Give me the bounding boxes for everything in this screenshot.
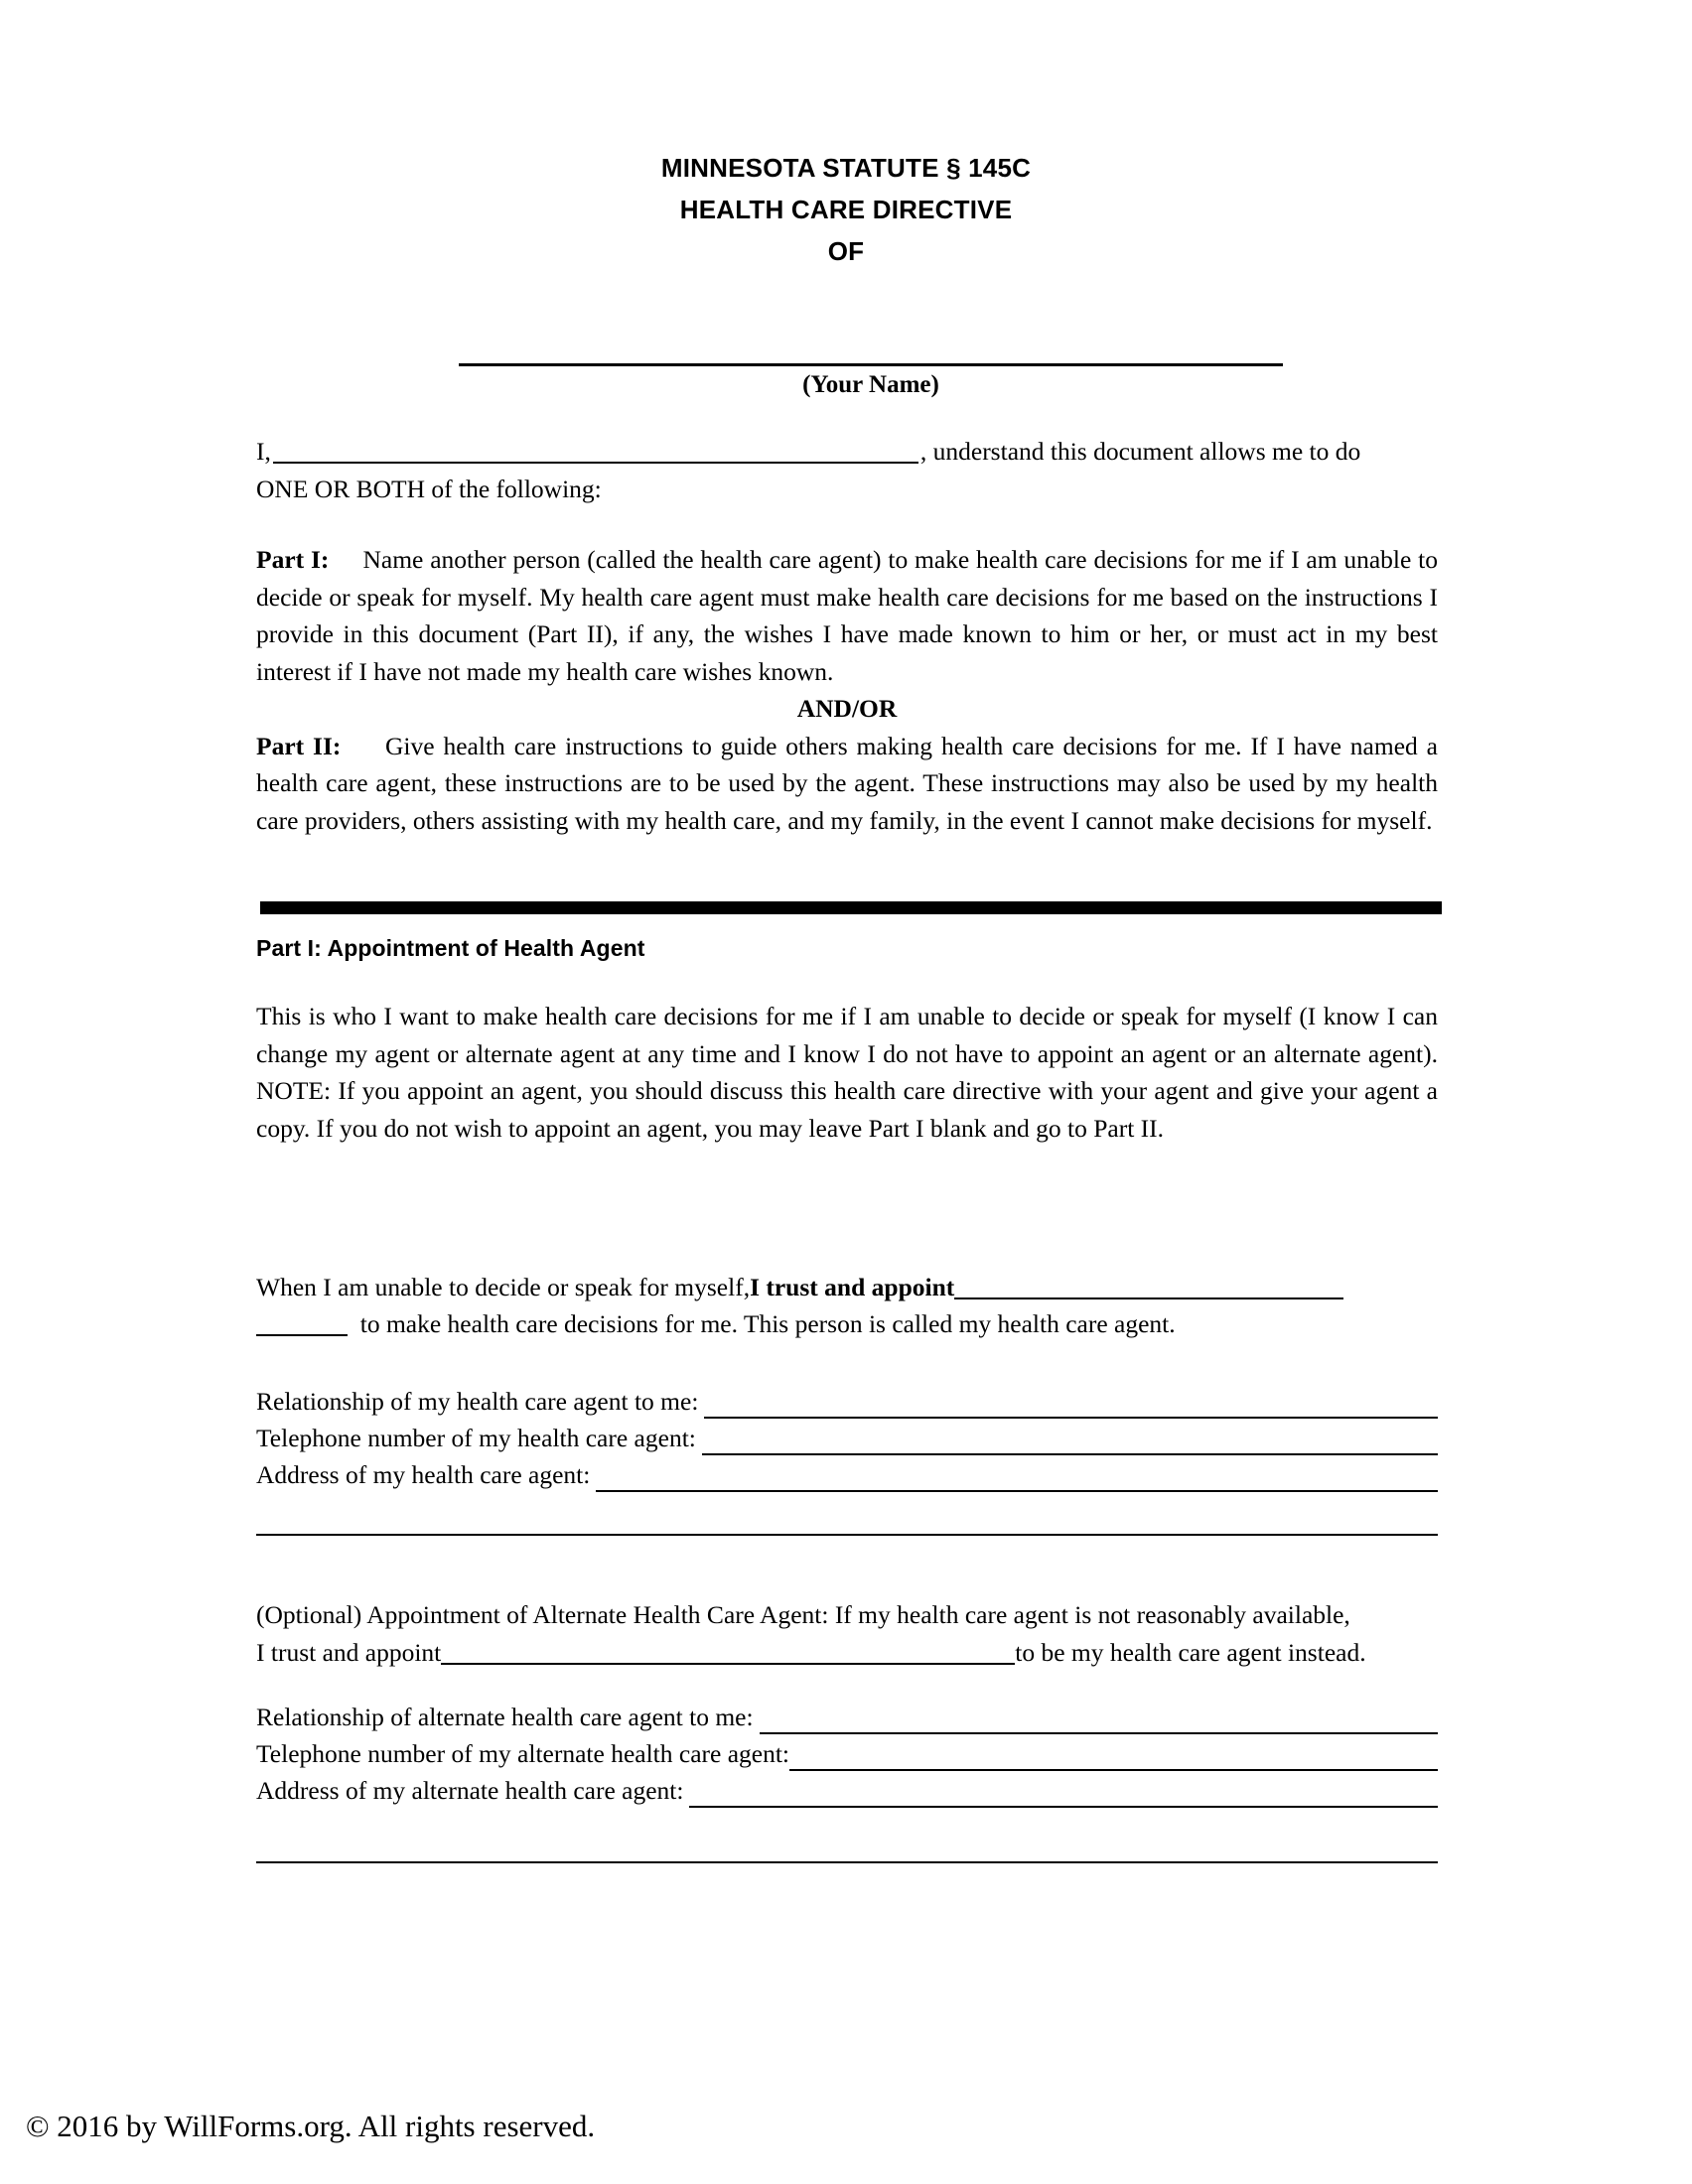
part-two-label: Part II: bbox=[256, 731, 342, 760]
appointment-prefix: When I am unable to decide or speak for myself, bbox=[256, 1273, 751, 1301]
field-row bbox=[256, 1455, 1438, 1492]
section-divider-bar bbox=[260, 901, 1442, 914]
andor-label: AND/OR bbox=[796, 694, 898, 723]
agent-relationship-input[interactable] bbox=[704, 1389, 1438, 1419]
part-one-label: Part I: bbox=[256, 545, 330, 574]
document-body bbox=[256, 433, 1438, 839]
spacer bbox=[256, 507, 1438, 541]
agent-telephone-input[interactable] bbox=[702, 1426, 1438, 1455]
appointment-bold-phrase: I trust and appoint bbox=[750, 1273, 955, 1301]
intro-paragraph bbox=[256, 433, 1438, 507]
alternate-appoint-prefix: I trust and appoint bbox=[256, 1637, 442, 1667]
appointment-line-two bbox=[256, 1305, 1438, 1343]
part-one-text: Name another person (called the health care agent) to make health care decisions for me if I am unable to decide or speak for myself. My health care agent must make health care decisions for me based on the instructions I provide in this document (Part II), if any, the wishes I have made known to him or her, or must act in my best interest if I have not made my health care wishes known. bbox=[256, 545, 1438, 686]
intro-i-prefix: I, bbox=[256, 437, 271, 466]
part-one-intro-text: This is who I want to make health care decisions for me if I am unable to decide or speak for myself (I know I can change my agent or alternate agent at any time and I know I do not have to appoint an agent or an alternate agent). NOTE: If you appoint an agent, you should discuss this health care directive with your agent and give your agent a copy. If you do not wish to appoint an agent, you may leave Part I blank and go to Part II. bbox=[256, 1002, 1438, 1143]
section-heading-part-one: Part I: Appointment of Health Agent bbox=[256, 935, 645, 961]
part-two-text: Give health care instructions to guide others making health care decisions for me. If I have named a health care agent, these instructions are to be used by the agent. These instructions may also be used by my health care providers, others assisting with my health care, and my family, in the event I cannot make decisions for myself. bbox=[256, 731, 1439, 835]
alternate-agent-appoint-line bbox=[256, 1634, 1443, 1672]
alternate-agent-intro-block bbox=[256, 1596, 1443, 1672]
appointment-line-one bbox=[256, 1269, 1438, 1305]
alternate-telephone-label: Telephone number of my alternate health care agent: bbox=[256, 1739, 790, 1768]
agent-relationship-label: Relationship of my health care agent to me: bbox=[256, 1387, 699, 1416]
intro-second-line: ONE OR BOTH of the following: bbox=[256, 474, 602, 503]
alternate-telephone-input[interactable] bbox=[789, 1741, 1438, 1771]
intro-i-suffix: , understand this document allows me to do bbox=[919, 437, 1361, 466]
alternate-relationship-label: Relationship of alternate health care agent to me: bbox=[256, 1703, 754, 1731]
alternate-agent-fields-group bbox=[256, 1698, 1438, 1808]
your-name-input-rule[interactable] bbox=[459, 363, 1283, 366]
alternate-address-input-continued[interactable] bbox=[256, 1861, 1438, 1863]
title-line-of: OF bbox=[827, 236, 865, 266]
agent-name-input-continued[interactable] bbox=[256, 1312, 348, 1336]
agent-fields-group bbox=[256, 1382, 1438, 1492]
part-two-paragraph bbox=[256, 728, 1438, 840]
agent-address-label: Address of my health care agent: bbox=[256, 1460, 591, 1489]
field-row bbox=[256, 1419, 1438, 1455]
alternate-address-input[interactable] bbox=[689, 1778, 1438, 1808]
your-name-caption: (Your Name) bbox=[802, 371, 939, 398]
alternate-appoint-suffix: to be my health care agent instead. bbox=[1015, 1637, 1366, 1667]
part-one-paragraph bbox=[256, 541, 1438, 690]
title-line-directive: HEALTH CARE DIRECTIVE bbox=[679, 195, 1013, 224]
alternate-address-label: Address of my alternate health care agent: bbox=[256, 1776, 684, 1805]
part-one-intro-block bbox=[256, 998, 1438, 1147]
field-row bbox=[256, 1698, 1438, 1734]
agent-address-input-continued[interactable] bbox=[256, 1534, 1438, 1536]
appointment-line-two-text: to make health care decisions for me. This person is called my health care agent. bbox=[359, 1309, 1176, 1338]
declarant-name-input[interactable] bbox=[273, 436, 918, 464]
field-row bbox=[256, 1771, 1438, 1808]
title-line-statute: MINNESOTA STATUTE § 145C bbox=[660, 153, 1032, 183]
footer-copyright: © 2016 by WillForms.org. All rights reserved. bbox=[26, 2109, 596, 2143]
field-row bbox=[256, 1734, 1438, 1771]
agent-address-input[interactable] bbox=[596, 1462, 1438, 1492]
document-title bbox=[0, 147, 1692, 272]
agent-telephone-label: Telephone number of my health care agent: bbox=[256, 1424, 696, 1452]
andor-separator bbox=[256, 690, 1438, 728]
agent-name-input[interactable] bbox=[954, 1274, 1343, 1299]
appointment-block bbox=[256, 1269, 1438, 1343]
alternate-agent-intro-text: (Optional) Appointment of Alternate Health Care Agent: If my health care agent is not reasonably available, bbox=[256, 1600, 1350, 1629]
alternate-relationship-input[interactable] bbox=[760, 1705, 1438, 1734]
field-row bbox=[256, 1382, 1438, 1419]
alternate-agent-name-input[interactable] bbox=[441, 1639, 1015, 1665]
